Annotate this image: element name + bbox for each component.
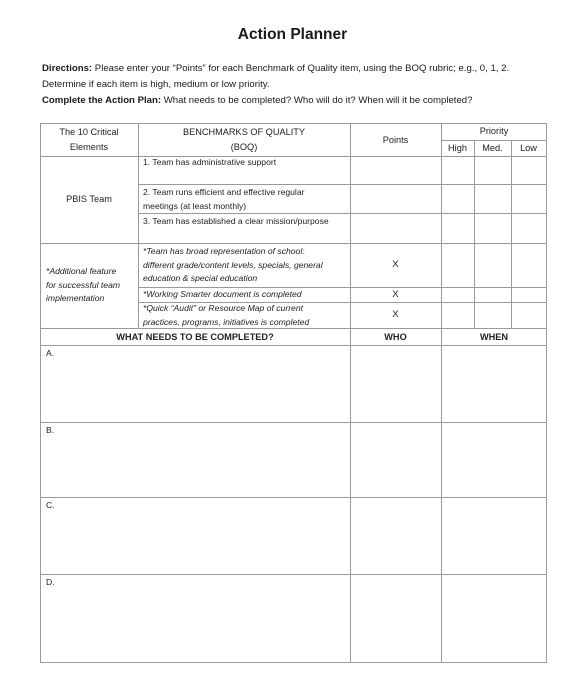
element-text: *Additional feature xyxy=(46,266,117,276)
grid-line xyxy=(350,328,351,663)
grid-line xyxy=(40,243,547,244)
plan-text: What needs to be completed? Who will do it? When will it be completed? xyxy=(163,95,473,106)
directions-text-1: Please enter your “Points” for each Benchmark of Quality item, using the BOQ rubric; e.g., 0, 1, 2. xyxy=(94,63,510,74)
directions-line-3 xyxy=(42,93,562,109)
header-priority: Priority xyxy=(479,126,509,136)
grid-line xyxy=(546,123,547,328)
plan-label: Complete the Action Plan: xyxy=(42,95,162,106)
element-additional-feature xyxy=(46,265,120,306)
header-low: Low xyxy=(520,143,537,153)
header-text: BENCHMARKS OF QUALITY xyxy=(182,127,305,137)
directions-line-1 xyxy=(42,61,562,77)
benchmark-text: practices, programs, initiatives is completed xyxy=(143,316,310,327)
header-critical-elements xyxy=(40,125,138,155)
benchmark-item xyxy=(143,186,304,213)
grid-line xyxy=(40,328,41,663)
points-value: X xyxy=(392,289,399,300)
element-text: for successful team xyxy=(46,279,121,290)
grid-line xyxy=(138,184,547,185)
directions-label: Directions: xyxy=(42,63,93,74)
header-text: The 10 Critical xyxy=(59,127,119,137)
grid-line xyxy=(40,156,547,157)
grid-line xyxy=(40,422,547,423)
grid-line xyxy=(40,574,547,575)
directions-line-2: Determine if each item is high, medium or low priority. xyxy=(42,79,270,90)
grid-line xyxy=(40,662,547,663)
benchmark-item xyxy=(143,302,309,329)
points-value: X xyxy=(392,309,399,320)
benchmark-item: 1. Team has administrative support xyxy=(143,157,277,167)
action-row-label: D. xyxy=(46,577,55,587)
action-row-label: A. xyxy=(46,348,55,358)
grid-line xyxy=(40,345,547,346)
benchmark-item xyxy=(143,245,323,286)
element-pbis-team: PBIS Team xyxy=(66,194,112,204)
benchmark-text: different grade/content levels, specials, general xyxy=(143,259,323,270)
benchmark-text: 2. Team runs efficient and effective regular xyxy=(143,187,305,197)
benchmark-text: *Quick “Audit” or Resource Map of current xyxy=(143,303,303,313)
grid-line xyxy=(474,140,475,328)
header-what: WHAT NEEDS TO BE COMPLETED? xyxy=(116,332,274,342)
header-when: WHEN xyxy=(479,332,509,342)
header-who: WHO xyxy=(384,332,407,342)
benchmark-item: 3. Team has established a clear mission/purpose xyxy=(143,216,329,226)
header-text: Elements xyxy=(69,142,109,152)
grid-line xyxy=(511,140,512,328)
element-text: implementation xyxy=(46,293,105,303)
benchmark-text: *Team has broad representation of school: xyxy=(143,246,305,256)
grid-line xyxy=(40,497,547,498)
benchmark-text: meetings (at least monthly) xyxy=(143,200,247,211)
header-points: Points xyxy=(382,135,409,145)
benchmark-item: *Working Smarter document is completed xyxy=(143,289,302,299)
page-title: Action Planner xyxy=(237,26,348,43)
points-value: X xyxy=(392,259,399,270)
header-text: (BOQ) xyxy=(230,142,258,152)
header-med: Med. xyxy=(482,143,503,153)
grid-line xyxy=(138,213,547,214)
action-row-label: C. xyxy=(46,500,55,510)
grid-line xyxy=(546,328,547,663)
header-high: High xyxy=(448,143,467,153)
grid-line xyxy=(441,328,442,663)
header-benchmarks xyxy=(138,125,350,155)
benchmark-text: education & special education xyxy=(143,273,258,283)
action-row-label: B. xyxy=(46,425,55,435)
